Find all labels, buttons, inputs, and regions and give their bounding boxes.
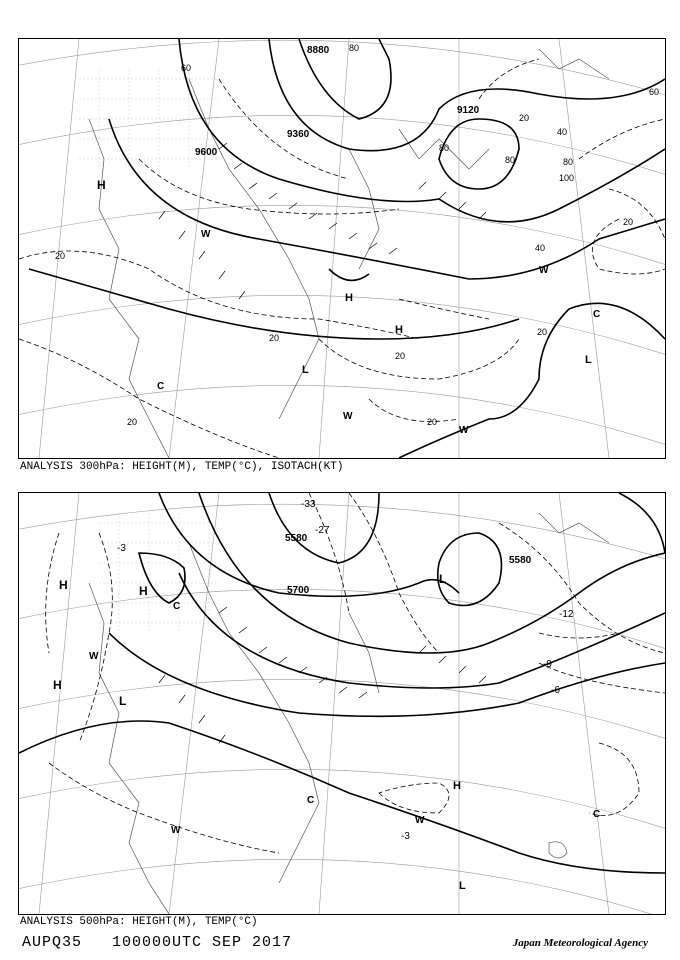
coastline — [89, 49, 609, 458]
isotach-label-20: 20 — [55, 251, 66, 261]
cold-center-C: C — [593, 309, 601, 320]
wind-barbs — [159, 143, 486, 299]
graticule — [19, 39, 665, 458]
chart-header — [22, 934, 292, 951]
isotach-label-40: 40 — [535, 243, 546, 253]
isotach-label-20: 20 — [427, 417, 438, 427]
low-pressure-L: L — [585, 354, 592, 366]
valid-time: 100000UTC SEP 2017 — [112, 934, 293, 951]
temp-label-minus3: -3 — [401, 831, 410, 842]
cold-center-C: C — [157, 381, 165, 392]
isotach-label-60: 60 — [649, 87, 660, 97]
height-contours — [19, 493, 665, 873]
cold-center-C: C — [593, 809, 601, 820]
map-panel-300hpa — [18, 38, 666, 459]
high-pressure-H: H — [453, 780, 461, 792]
temp-label-minus3: -3 — [117, 543, 126, 554]
temp-label-minus12: -12 — [559, 609, 574, 620]
high-pressure-H: H — [139, 584, 148, 598]
warm-center-W: W — [171, 825, 181, 836]
graticule — [19, 493, 665, 914]
high-pressure-H: H — [97, 178, 106, 192]
temp-label-minus6: -6 — [551, 685, 560, 696]
isotherm-contours — [46, 493, 665, 853]
high-pressure-H: H — [395, 324, 403, 336]
cold-center-C: C — [173, 601, 181, 612]
height-label-5580: 5580 — [285, 533, 308, 544]
isotach-label-80: 80 — [563, 157, 574, 167]
map-panel-500hpa — [18, 492, 666, 915]
isotach-label-80: 80 — [349, 43, 360, 53]
low-pressure-L: L — [302, 364, 309, 376]
isotach-label-20: 20 — [127, 417, 138, 427]
warm-center-W: W — [459, 425, 469, 436]
height-label-9360: 9360 — [287, 129, 310, 140]
warm-center-W: W — [89, 651, 99, 662]
high-pressure-H: H — [53, 678, 62, 692]
isotach-label-100: 100 — [559, 173, 575, 183]
isotach-label-60: 60 — [181, 63, 192, 73]
isotach-label-20: 20 — [395, 351, 406, 361]
height-label-9120: 9120 — [457, 105, 480, 116]
issuer-credit: Japan Meteorological Agency — [512, 937, 648, 949]
cold-center-C: C — [307, 795, 315, 806]
isotach-label-40: 40 — [557, 127, 568, 137]
isotach-label-80: 80 — [505, 155, 516, 165]
height-label-9600: 9600 — [195, 147, 218, 158]
isotach-label-20: 20 — [623, 217, 634, 227]
map-500hpa — [19, 493, 665, 914]
high-pressure-H: H — [59, 578, 68, 592]
height-contours — [29, 39, 665, 458]
height-label-5580: 5580 — [509, 555, 532, 566]
isotach-label-20: 20 — [519, 113, 530, 123]
low-pressure-L: L — [459, 880, 466, 892]
wind-barbs — [159, 607, 486, 743]
isotach-label-20: 20 — [269, 333, 280, 343]
temp-label-minus27: -27 — [315, 525, 330, 536]
chart-id: AUPQ35 — [22, 934, 83, 951]
temp-label-minus33: -33 — [301, 499, 316, 510]
temp-label-minus9: -9 — [543, 659, 552, 670]
coastline — [89, 513, 609, 914]
isotach-label-20: 20 — [537, 327, 548, 337]
warm-center-W: W — [201, 229, 211, 240]
warm-center-W: W — [415, 815, 425, 826]
height-label-8880: 8880 — [307, 45, 330, 56]
height-label-5700: 5700 — [287, 585, 310, 596]
panel-caption-500hpa: ANALYSIS 500hPa: HEIGHT(M), TEMP(°C) — [20, 916, 258, 928]
low-pressure-L: L — [439, 572, 447, 586]
panel-caption-300hpa: ANALYSIS 300hPa: HEIGHT(M), TEMP(°C), ISOTACH(KT) — [20, 461, 344, 473]
high-pressure-H: H — [345, 292, 353, 304]
isotach-label-80: 80 — [439, 143, 450, 153]
warm-center-W: W — [343, 411, 353, 422]
warm-center-W: W — [539, 265, 549, 276]
map-300hpa — [19, 39, 665, 458]
low-pressure-L: L — [119, 694, 127, 708]
